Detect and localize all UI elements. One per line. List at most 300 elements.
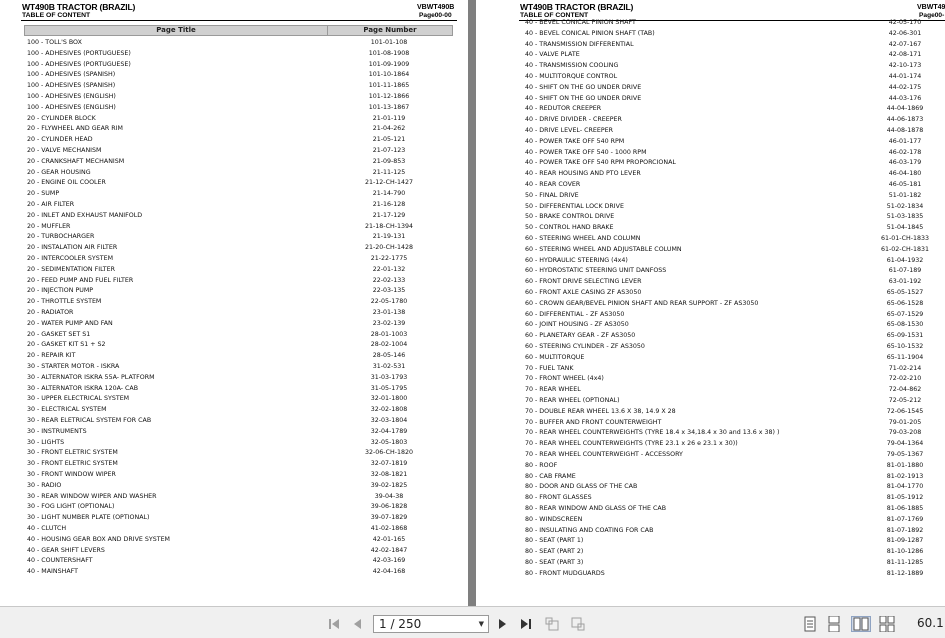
toc-row-page-number: 44-03-176 [888,94,922,102]
toc-row [525,94,945,105]
toc-row [27,492,457,503]
toc-row-title: 30 - INSTRUMENTS [27,427,87,435]
toc-row [525,515,945,526]
toc-row-page-number: 32-03-1804 [370,417,408,424]
toc-row-page-number: 46-01-177 [888,137,922,145]
toc-row-title: 40 - HOUSING GEAR BOX AND DRIVE SYSTEM [27,535,170,543]
toc-row-title: 30 - ALTERNATOR ISKRA 55A- PLATFORM [27,373,155,381]
toc-row-page-number: 101-08-1908 [368,49,410,57]
toc-row [27,168,457,179]
toc-row-page-number: 46-05-181 [888,181,922,188]
prev-page-icon[interactable] [350,616,366,632]
toc-row [525,50,945,61]
toc-row [27,254,457,265]
toc-row [525,223,945,234]
toc-row-title: 80 - FRONT MUDGUARDS [525,569,605,577]
toc-row [27,92,457,103]
toc-row [525,385,945,396]
next-view-icon[interactable] [570,616,586,632]
toc-row-page-number: 101-12-1866 [368,93,410,100]
toc-row-title: 40 - GEAR SHIFT LEVERS [27,546,105,554]
toc-row-title: 80 - DOOR AND GLASS OF THE CAB [525,483,638,491]
toc-row-title: 20 - TURBOCHARGER [27,233,95,241]
toc-row-page-number: 101-09-1909 [368,60,410,68]
toc-row-page-number: 22-01-132 [372,265,406,273]
toc-row-page-number: 65-11-1904 [886,353,924,361]
toc-row [525,439,945,450]
toc-row-title: 40 - DRIVE LEVEL- CREEPER [525,127,613,134]
toc-row-title: 70 - REAR WHEEL [525,386,581,394]
toc-row-title: 60 - DIFFERENTIAL - ZF AS3050 [525,310,625,318]
toc-row-title: 40 - VALVE PLATE [525,51,580,59]
toc-row-title: 20 - WATER PUMP AND FAN [27,319,113,327]
toc-row [525,234,945,245]
toc-row-title: 80 - SEAT (PART 2) [525,548,584,556]
toc-row-title: 40 - REAR COVER [525,181,581,188]
toc-row-page-number: 42-05-170 [888,19,922,26]
toc-row-page-number: 21-04-262 [372,125,406,133]
toc-row-page-number: 79-04-1364 [886,440,924,448]
toc-row-title: 60 - MULTITORQUE [525,353,585,361]
toc-row-title: 100 - ADHESIVES (SPANISH) [27,82,116,90]
zoom-level[interactable]: 60.1 [917,616,944,630]
toc-row [525,299,945,310]
toc-row-page-number: 46-03-179 [888,159,922,167]
header-rule [21,20,457,21]
page-reference: Page00- [919,12,945,19]
toc-row-page-number: 71-02-214 [888,364,922,372]
document-subtitle: TABLE OF CONTENT [22,12,91,19]
toc-row [27,319,457,330]
toc-row [27,146,457,157]
toc-row [525,558,945,569]
toc-row-page-number: 46-02-178 [888,148,922,156]
toc-row-page-number: 32-01-1800 [370,395,408,403]
toc-header-row [24,25,453,36]
toc-row-page-number: 32-06-CH-1820 [365,449,413,457]
toc-row-page-number: 65-06-1528 [886,299,924,307]
toc-row [525,256,945,267]
last-page-icon[interactable] [518,616,534,632]
toc-row [525,320,945,331]
toc-row [27,448,457,459]
toc-row [27,124,457,135]
toc-row-title: 80 - FRONT GLASSES [525,494,592,502]
toc-row-title: 40 - DRIVE DIVIDER - CREEPER [525,116,622,124]
toc-row [27,362,457,373]
toc-row-title: 80 - SEAT (PART 3) [525,559,584,566]
toc-row [525,148,945,159]
toc-row-title: 60 - PLANETARY GEAR - ZF AS3050 [525,332,636,340]
toc-row-title: 20 - CRANKSHAFT MECHANISM [27,157,125,165]
toc-row-page-number: 23-02-139 [372,319,406,327]
toc-row-title: 70 - FUEL TANK [525,364,574,372]
toc-row [27,157,457,168]
toc-row-title: 40 - REAR HOUSING AND PTO LEVER [525,170,641,178]
toc-row-page-number: 21-14-790 [372,190,406,198]
chevron-down-icon[interactable]: ▼ [478,620,484,628]
toc-row-page-number: 22-05-1780 [370,298,408,306]
toc-row [525,40,945,51]
toc-row [525,418,945,429]
single-page-icon[interactable] [802,616,818,632]
toc-row-title: 20 - INTERCOOLER SYSTEM [27,255,114,262]
toc-row-title: 30 - UPPER ELECTRICAL SYSTEM [27,395,130,403]
toc-row-title: 70 - REAR WHEEL (OPTIONAL) [525,397,620,404]
toc-row [27,384,457,395]
toc-row-page-number: 81-05-1912 [886,494,924,502]
toc-row-title: 100 - ADHESIVES (PORTUGUESE) [27,60,131,68]
toc-row [525,493,945,504]
toc-row-page-number: 81-09-1287 [886,537,924,545]
toc-row-title: 30 - FOG LIGHT (OPTIONAL) [27,503,115,511]
toc-row-page-number: 72-05-212 [888,397,922,404]
toc-row-title: 100 - ADHESIVES (SPANISH) [27,71,116,79]
toc-row-title: 70 - REAR WHEEL COUNTERWEIGHT - ACCESSORY [525,451,683,458]
toc-row [525,180,945,191]
column-header-page-title: Page Title [156,26,196,34]
toc-row [27,81,457,92]
page-gap [468,0,476,606]
toc-row [525,115,945,126]
toc-row-page-number: 65-10-1532 [886,343,924,350]
toc-row-page-number: 65-08-1530 [886,321,924,329]
toc-row-title: 20 - MUFFLER [27,222,71,230]
toc-row-title: 20 - INSTALATION AIR FILTER [27,244,118,252]
toc-row [27,308,457,319]
toc-row [27,567,457,578]
toc-row [27,38,457,49]
toc-row-title: 60 - FRONT AXLE CASING ZF AS3050 [525,289,642,296]
toc-row-page-number: 21-12-CH-1427 [365,179,413,187]
pdf-page-right [476,0,945,606]
toc-row-page-number: 31-03-1793 [370,373,408,381]
toc-row-page-number: 42-01-165 [372,535,406,543]
toc-row [525,482,945,493]
toc-row-title: 20 - THROTTLE SYSTEM [27,298,102,306]
toc-row-page-number: 32-05-1803 [370,438,408,446]
toc-row [525,169,945,180]
toc-row [525,450,945,461]
toc-row-page-number: 39-04-38 [374,492,404,500]
toc-row-page-number: 65-05-1527 [886,289,924,296]
toc-row-page-number: 101-01-108 [370,39,408,46]
column-header-page-number: Page Number [327,26,452,35]
toc-row-title: 30 - REAR WINDOW WIPER AND WASHER [27,492,157,500]
toc-row-page-number: 32-08-1821 [370,471,408,478]
toc-row-title: 50 - BRAKE CONTROL DRIVE [525,213,615,221]
toc-row [27,297,457,308]
toc-row [27,394,457,405]
toc-row [525,202,945,213]
toc-row-title: 30 - REAR ELETRICAL SYSTEM FOR CAB [27,417,152,424]
toc-row [525,126,945,137]
document-subtitle: TABLE OF CONTENT [520,12,589,19]
toc-row-page-number: 39-06-1828 [370,503,408,511]
toc-row [27,524,457,535]
toc-row [525,212,945,223]
toc-row-page-number: 21-09-853 [372,157,406,165]
toc-row-title: 80 - CAB FRAME [525,472,576,480]
toc-row-title: 100 - ADHESIVES (ENGLISH) [27,103,116,111]
toc-row [525,83,945,94]
toc-row [27,178,457,189]
toc-row [27,200,457,211]
toc-row-title: 40 - MAINSHAFT [27,568,78,576]
toc-row-page-number: 21-19-131 [372,233,406,241]
toc-row [27,546,457,557]
toc-row [27,49,457,60]
toc-row-page-number: 42-04-168 [372,568,406,576]
toc-row-title: 70 - BUFFER AND FRONT COUNTERWEIGHT [525,418,662,426]
page-number-field[interactable] [373,615,489,633]
toc-row-page-number: 81-01-1880 [886,461,924,469]
toc-row-title: 30 - STARTER MOTOR - ISKRA [27,363,120,370]
toc-row-title: 40 - BEVEL CONICAL PINION SHAFT [525,19,636,26]
toc-row-page-number: 22-03-135 [372,287,406,295]
toc-row [525,536,945,547]
toc-row-page-number: 63-01-192 [888,278,922,286]
toc-row-page-number: 44-01-174 [888,73,922,80]
toc-row-title: 70 - DOUBLE REAR WHEEL 13.6 X 38, 14.9 X 28 [525,407,676,415]
toc-row-title: 20 - SEDIMENTATION FILTER [27,265,115,273]
toc-row-page-number: 51-03-1835 [886,213,924,221]
toc-row-page-number: 65-09-1531 [886,332,924,340]
toc-row-page-number: 101-13-1867 [368,103,410,111]
toc-row-page-number: 39-07-1829 [370,514,408,522]
toc-row-page-number: 72-06-1545 [886,407,924,415]
toc-row-page-number: 21-20-CH-1428 [365,244,413,252]
toc-row-title: 70 - REAR WHEEL COUNTERWEIGHTS (TYRE 23.1 x 26 e 23.1 x 30)) [525,440,738,448]
toc-row [525,61,945,72]
toc-row-page-number: 81-04-1770 [886,483,924,491]
toc-row-title: 40 - SHIFT ON THE GO UNDER DRIVE [525,83,642,91]
toc-row-page-number: 28-05-146 [372,352,406,360]
toc-row [27,351,457,362]
toc-row-page-number: 51-02-1834 [886,202,924,210]
toc-row-title: 60 - FRONT DRIVE SELECTING LEVER [525,278,642,286]
toc-row-title: 20 - VALVE MECHANISM [27,147,102,154]
pdf-page-left [0,0,468,606]
toc-row-title: 40 - COUNTERSHAFT [27,557,93,565]
toc-row-title: 40 - CLUTCH [27,525,67,532]
toc-row-page-number: 81-12-1889 [886,569,924,577]
page-reference: Page00-00 [419,12,452,19]
toc-row [27,135,457,146]
toc-row-page-number: 42-06-301 [888,29,922,37]
toc-row-page-number: 61-07-189 [888,267,922,275]
toc-row-title: 40 - BEVEL CONICAL PINION SHAFT (TAB) [525,29,655,37]
toc-row-title: 40 - MULTITORQUE CONTROL [525,73,618,80]
toc-row-title: 100 - ADHESIVES (PORTUGUESE) [27,49,131,57]
toc-row-page-number: 41-02-1868 [370,525,408,532]
next-page-icon[interactable] [494,616,510,632]
toc-row-title: 20 - CYLINDER HEAD [27,136,93,144]
toc-row [27,70,457,81]
toc-row-page-number: 21-18-CH-1394 [365,222,413,230]
toc-row-title: 80 - ROOF [525,461,558,469]
toc-row-page-number: 39-02-1825 [370,481,408,489]
toc-row [27,438,457,449]
toc-row-title: 30 - LIGHT NUMBER PLATE (OPTIONAL) [27,514,150,522]
toc-row-title: 50 - CONTROL HAND BRAKE [525,224,614,232]
toc-row-title: 20 - ENGINE OIL COOLER [27,179,106,187]
toc-row [525,18,945,29]
toc-row-page-number: 72-02-210 [888,375,922,383]
toc-row [525,342,945,353]
toc-row [525,245,945,256]
toc-row-page-number: 81-02-1913 [886,472,924,480]
toc-row [27,535,457,546]
toc-row-page-number: 32-02-1808 [370,406,408,414]
toc-row-title: 30 - RADIO [27,481,62,489]
toc-row-page-number: 81-07-1769 [886,515,924,523]
toc-row-page-number: 21-11-125 [372,168,406,176]
toc-row-page-number: 42-07-167 [888,40,922,48]
toc-row-page-number: 21-22-1775 [370,255,408,262]
toc-row-title: 40 - POWER TAKE OFF 540 RPM PROPORCIONAL [525,159,676,167]
toc-row [27,222,457,233]
toc-row [525,191,945,202]
toc-row-title: 20 - FEED PUMP AND FUEL FILTER [27,276,134,284]
toc-row [525,104,945,115]
toc-row [525,277,945,288]
toc-row [27,340,457,351]
toc-row [525,374,945,385]
two-continuous-icon[interactable] [879,616,895,632]
toc-row-page-number: 79-03-208 [888,429,922,437]
toc-row-page-number: 28-02-1004 [370,341,408,349]
toc-row-page-number: 44-08-1878 [886,127,924,134]
toc-row-title: 40 - POWER TAKE OFF 540 - 1000 RPM [525,148,647,156]
toc-row [27,556,457,567]
toc-row-page-number: 101-10-1864 [368,71,410,79]
toc-row [27,513,457,524]
toc-row-page-number: 61-04-1932 [886,256,924,264]
toc-row [27,373,457,384]
toc-row-page-number: 81-11-1285 [886,559,924,566]
document-title: WT490B TRACTOR (BRAZIL) [520,2,634,12]
two-page-icon[interactable] [851,616,871,632]
toc-row [525,29,945,40]
toc-row-title: 30 - LIGHTS [27,438,65,446]
toc-row [27,470,457,481]
toc-row-title: 20 - GASKET SET S1 [27,330,91,338]
prev-view-icon[interactable] [544,616,560,632]
toc-row [27,405,457,416]
toc-row-page-number: 22-02-133 [372,276,406,284]
toc-row [525,526,945,537]
toc-row-page-number: 79-05-1367 [886,451,924,458]
toc-row-title: 20 - GASKET KIT S1 + S2 [27,341,106,349]
toc-row-title: 30 - FRONT WINDOW WIPER [27,471,116,478]
toc-row-page-number: 51-01-182 [888,191,922,199]
toc-row [27,189,457,200]
toc-row-page-number: 32-04-1789 [370,427,408,435]
toc-row-title: 30 - FRONT ELETRIC SYSTEM [27,460,118,468]
toc-row-page-number: 32-07-1819 [370,460,408,468]
toc-row-title: 80 - INSULATING AND COATING FOR CAB [525,526,654,534]
toc-row-title: 50 - DIFFERENTIAL LOCK DRIVE [525,202,624,210]
viewer-toolbar [0,606,945,638]
toc-row-title: 20 - FLYWHEEL AND GEAR RIM [27,125,123,133]
toc-row-title: 20 - REPAIR KIT [27,352,76,360]
toc-row-page-number: 79-01-205 [888,418,922,426]
toc-row [525,310,945,321]
continuous-page-icon[interactable] [826,616,842,632]
toc-row-page-number: 101-11-1865 [368,82,410,90]
toc-row-page-number: 61-02-CH-1831 [881,245,929,253]
page-indicator[interactable]: 1 / 250 [379,617,422,631]
toc-row [27,427,457,438]
toc-row-title: 60 - STEERING WHEEL AND COLUMN [525,235,641,242]
toc-row [525,137,945,148]
toc-row-title: 40 - SHIFT ON THE GO UNDER DRIVE [525,94,642,102]
toc-row [525,407,945,418]
toc-row [525,504,945,515]
toc-row-page-number: 31-05-1795 [370,384,408,392]
toc-row-page-number: 51-04-1845 [886,224,924,232]
toc-row-title: 40 - REDUTOR CREEPER [525,105,602,113]
toc-row-title: 100 - TOLL'S BOX [27,39,82,46]
toc-row-title: 60 - STEERING WHEEL AND ADJUSTABLE COLUMN [525,245,682,253]
toc-row [27,114,457,125]
toc-row [525,569,945,580]
toc-row-title: 60 - STEERING CYLINDER - ZF AS3050 [525,343,645,350]
toc-row-title: 30 - ELECTRICAL SYSTEM [27,406,107,414]
toc-row-page-number: 44-06-1873 [886,116,924,124]
toc-row [525,396,945,407]
toc-row-title: 40 - TRANSMISSION COOLING [525,62,619,70]
toc-row-title: 20 - RADIATOR [27,309,74,316]
toc-row [525,472,945,483]
toc-row-title: 20 - SUMP [27,190,60,198]
toc-row-title: 60 - CROWN GEAR/BEVEL PINION SHAFT AND REAR SUPPORT - ZF AS3050 [525,299,759,307]
toc-row-page-number: 21-17-129 [372,211,406,219]
toc-row [525,461,945,472]
toc-row-page-number: 44-04-1869 [886,105,924,113]
toc-row-title: 100 - ADHESIVES (ENGLISH) [27,93,116,100]
toc-row [27,265,457,276]
toc-row-page-number: 42-10-173 [888,62,922,70]
toc-row-page-number: 28-01-1003 [370,330,408,338]
toc-row-page-number: 81-07-1892 [886,526,924,534]
toc-row [27,481,457,492]
toc-row-page-number: 44-02-175 [888,83,922,91]
toc-row-title: 70 - FRONT WHEEL (4x4) [525,375,604,383]
toc-row [27,60,457,71]
toc-row-page-number: 23-01-138 [372,309,406,316]
toc-row [525,72,945,83]
toc-row-title: 40 - POWER TAKE OFF 540 RPM [525,137,625,145]
toc-row-page-number: 65-07-1529 [886,310,924,318]
toc-row-title: 30 - ALTERNATOR ISKRA 120A- CAB [27,384,139,392]
toc-row-title: 80 - SEAT (PART 1) [525,537,584,545]
toc-row [27,243,457,254]
toc-row-title: 20 - INLET AND EXHAUST MANIFOLD [27,211,143,219]
toc-row [27,459,457,470]
toc-row-title: 20 - GEAR HOUSING [27,168,91,176]
toc-row-title: 70 - REAR WHEEL COUNTERWEIGHTS (TYRE 18.4 x 34,18.4 x 30 and 13.6 x 38) ) [525,429,780,437]
toc-row [27,416,457,427]
document-code: VBWT490B [417,4,455,11]
toc-row-title: 50 - FINAL DRIVE [525,191,579,199]
toc-row-title: 80 - WINDSCREEN [525,515,583,523]
toc-row [27,276,457,287]
toc-row-page-number: 42-08-171 [888,51,922,59]
toc-row-page-number: 21-01-119 [372,114,406,122]
first-page-icon[interactable] [326,616,342,632]
